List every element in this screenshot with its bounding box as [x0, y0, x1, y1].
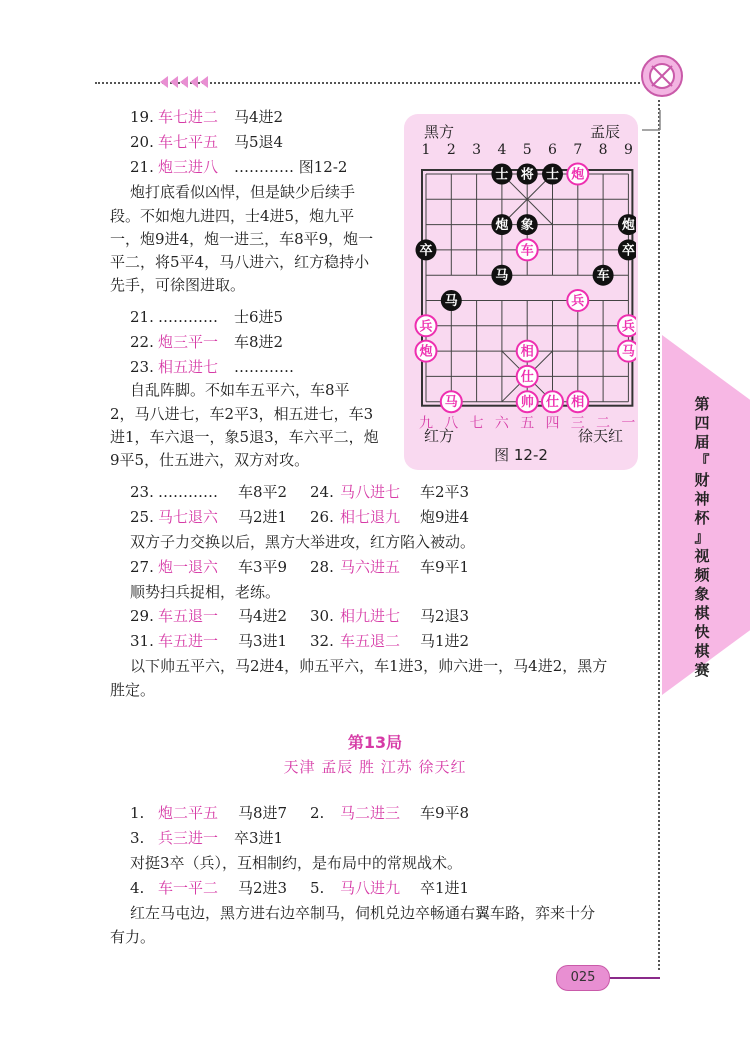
top-file-label: 8: [598, 142, 608, 158]
move-row: [130, 107, 347, 132]
top-file-label: 3: [472, 142, 482, 158]
paragraph-7-rest: 有力。: [110, 928, 156, 946]
move-number: 21.: [130, 308, 154, 326]
move-row: [130, 631, 469, 656]
red-piece: [542, 391, 563, 412]
black-move: 马1进2: [420, 632, 470, 650]
move-number: 4.: [130, 879, 145, 897]
corner-ornament-icon: [632, 52, 692, 100]
red-piece: [517, 239, 538, 260]
red-piece: [567, 391, 588, 412]
game-subtitle: 天津 孟辰 胜 江苏 徐天红: [283, 758, 467, 776]
move-number: 1.: [130, 804, 145, 822]
red-piece: [618, 341, 636, 362]
black-move: 卒3进1: [234, 829, 284, 847]
piece-label: 相: [571, 395, 585, 411]
piece-label: 炮: [621, 218, 635, 234]
red-move: 车一平二: [158, 879, 219, 897]
board-caption: 图 12-2: [494, 446, 548, 464]
black-move: 士6进5: [234, 308, 284, 326]
black-move: 车2平3: [420, 483, 470, 501]
piece-label: 相: [520, 344, 534, 360]
move-number: 20.: [130, 133, 154, 151]
red-piece: [416, 341, 437, 362]
black-piece: [517, 214, 538, 235]
move-row: [130, 357, 294, 382]
side-title-char: 财: [694, 471, 710, 489]
black-piece: [593, 265, 614, 286]
side-title: [690, 395, 714, 680]
side-title-char: 频: [694, 566, 710, 584]
red-move: 车七平五: [158, 133, 219, 151]
red-move: 炮一退六: [158, 558, 219, 576]
red-move: 马二进三: [340, 804, 401, 822]
move-number: 28.: [310, 558, 334, 576]
piece-label: 士: [495, 167, 509, 183]
side-title-char: 第: [694, 395, 710, 413]
black-piece: [542, 164, 563, 185]
piece-label: 炮: [495, 218, 509, 234]
paragraph-5: 以下帅五平六，马2进4，帅五平六，车1进3，帅六进一，马4进2，黑方: [130, 657, 608, 675]
move-number: 26.: [310, 508, 334, 526]
move-number: 23.: [130, 358, 154, 376]
side-title-char: 赛: [694, 661, 710, 679]
black-player-name: 孟辰: [590, 123, 621, 141]
top-file-label: 9: [623, 142, 633, 158]
piece-label: 卒: [419, 243, 433, 259]
piece-label: 仕: [520, 369, 534, 385]
red-move: 车五退二: [340, 632, 401, 650]
paragraph-6: 对挺3卒（兵），互相制约，是布局中的常规战术。: [130, 854, 463, 872]
side-title-char: 四: [694, 414, 710, 432]
paragraph-1: [130, 182, 355, 202]
move-number: 21.: [130, 158, 154, 176]
red-piece: [517, 366, 538, 387]
black-move: 马2退3: [420, 607, 470, 625]
paragraph-2: [130, 380, 350, 400]
top-file-label: 1: [421, 142, 431, 158]
para1-line: 一，炮9进4，炮一进三，车8平9，炮一: [110, 230, 374, 248]
red-piece: [517, 341, 538, 362]
red-move: 车七进二: [158, 108, 219, 126]
moves-block-f3: [130, 828, 283, 853]
bottom-file-label: 四: [545, 415, 560, 430]
side-title-char: 棋: [694, 604, 710, 622]
black-move: 炮9进4: [420, 508, 470, 526]
move-number: 27.: [130, 558, 154, 576]
bottom-file-label: 七: [469, 415, 484, 430]
moves-block-f: [130, 803, 469, 828]
move-number: 23.: [130, 483, 154, 501]
red-move: 车五退一: [158, 607, 219, 625]
side-title-char: 视: [694, 547, 710, 565]
paragraph-7: 红左马屯边，黑方进右边卒制马，伺机兑边卒畅通右翼车路，弈来十分: [130, 904, 596, 922]
black-move: ………… 图12-2: [234, 158, 348, 176]
piece-label: 兵: [419, 319, 433, 335]
moves-block-a: [130, 107, 347, 182]
black-move: 马2进1: [238, 508, 288, 526]
paragraph-1-rest: [110, 206, 373, 298]
red-piece: [441, 391, 462, 412]
red-move: 马八进九: [340, 879, 401, 897]
black-side-label: 黑方: [424, 123, 455, 141]
red-move: …………: [158, 308, 218, 326]
page-number: 025: [556, 965, 610, 991]
red-move: 马七退六: [158, 508, 219, 526]
moves-block-c: [130, 482, 469, 532]
bottom-file-label: 五: [520, 415, 535, 430]
black-piece: [491, 214, 512, 235]
side-title-char: 快: [694, 623, 710, 641]
red-piece: [567, 164, 588, 185]
move-row: [130, 332, 294, 357]
red-move: 兵三进一: [158, 829, 219, 847]
move-row: [130, 828, 283, 853]
bottom-file-label: 二: [596, 415, 611, 430]
move-row: [130, 507, 469, 532]
black-move: 车8平2: [238, 483, 288, 501]
para1-line: 炮打底看似凶悍，但是缺少后续手: [130, 183, 356, 201]
black-move: …………: [234, 358, 294, 376]
black-piece: [416, 239, 437, 260]
moves-block-b: [130, 307, 294, 382]
black-piece: [517, 164, 538, 185]
moves-block-e: [130, 606, 469, 656]
move-number: 5.: [310, 879, 325, 897]
para2-line: 自乱阵脚。不如车五平六，车8平: [130, 381, 350, 399]
xiangqi-board: [410, 140, 636, 430]
red-piece: [416, 315, 437, 336]
red-piece: [567, 290, 588, 311]
move-number: 19.: [130, 108, 154, 126]
header-arrows-icon: [160, 75, 210, 89]
red-move: 炮三进八: [158, 158, 219, 176]
black-piece: [618, 214, 636, 235]
red-move: 炮三平一: [158, 333, 219, 351]
piece-label: 将: [520, 167, 534, 183]
red-move: 相九进七: [340, 607, 401, 625]
para1-line: 先手，可徐图进取。: [110, 276, 246, 294]
red-move: 马八进七: [340, 483, 401, 501]
move-number: 3.: [130, 829, 145, 847]
move-number: 2.: [310, 804, 325, 822]
black-move: 车9平1: [420, 558, 470, 576]
para1-line: 平二，将5平4，马八进六，红方稳持小: [110, 253, 370, 271]
piece-label: 马: [444, 294, 458, 309]
side-title-char: 届: [694, 433, 710, 451]
black-move: 马4进2: [234, 108, 284, 126]
red-side-label: 红方: [424, 427, 455, 445]
red-move: 马六进五: [340, 558, 401, 576]
side-title-char: 神: [694, 490, 710, 508]
black-move: 车3平9: [238, 558, 288, 576]
piece-label: 兵: [621, 319, 635, 335]
move-row: [130, 132, 347, 157]
side-title-char: 』: [694, 528, 710, 546]
piece-label: 士: [545, 167, 560, 183]
black-move: 车9平8: [420, 804, 470, 822]
paragraph-5-rest: 胜定。: [110, 681, 156, 699]
bottom-file-label: 一: [621, 415, 636, 430]
red-player-name: 徐天红: [578, 427, 624, 445]
red-move: 车五进一: [158, 632, 219, 650]
black-move: 马3进1: [238, 632, 288, 650]
para1-line: 段。不如炮九进四，士4进5，炮九平: [110, 207, 355, 225]
move-number: 31.: [130, 632, 154, 650]
red-move: 炮二平五: [158, 804, 219, 822]
side-title-char: 棋: [694, 642, 710, 660]
move-number: 22.: [130, 333, 154, 351]
move-number: 29.: [130, 607, 154, 625]
black-move: 车8进2: [234, 333, 284, 351]
move-row: [130, 606, 469, 631]
red-move: …………: [158, 483, 218, 501]
black-move: 马4进2: [238, 607, 288, 625]
top-file-label: 7: [573, 142, 583, 158]
moves-block-g: [130, 878, 469, 903]
margin-dotted-line: [658, 100, 660, 970]
black-piece: [491, 265, 512, 286]
margin-corner-icon: [640, 108, 662, 132]
move-row: [130, 878, 469, 903]
footer-rule: [608, 976, 660, 980]
move-row: [130, 157, 347, 182]
bottom-file-label: 六: [494, 415, 509, 430]
move-number: 25.: [130, 508, 154, 526]
black-piece: [491, 164, 512, 185]
paragraph-3: 双方子力交换以后，黑方大举进攻，红方陷入被动。: [130, 533, 476, 551]
black-move: 马5退4: [234, 133, 284, 151]
side-title-char: 杯: [694, 509, 710, 527]
red-move: 相五进七: [158, 358, 219, 376]
piece-label: 炮: [419, 344, 433, 360]
piece-label: 马: [621, 344, 635, 360]
game-title: 第13局: [347, 733, 403, 752]
top-file-label: 5: [522, 142, 532, 158]
red-piece: [618, 315, 636, 336]
move-row: [130, 557, 469, 582]
move-row: [130, 482, 469, 507]
bottom-file-label: 九: [419, 415, 433, 430]
piece-label: 仕: [545, 395, 560, 411]
black-move: 卒1进1: [420, 879, 470, 897]
black-move: 马8进7: [238, 804, 288, 822]
black-piece: [618, 239, 636, 260]
red-piece: [517, 391, 538, 412]
move-row: [130, 307, 294, 332]
para2-line: 2，马八进七，车2平3，相五进七，车3: [110, 405, 374, 423]
move-number: 30.: [310, 607, 334, 625]
piece-label: 兵: [571, 294, 585, 309]
para2-line: 进1，车六退一，象5退3，车六平二，炮: [110, 428, 379, 446]
paragraph-2-rest: [110, 404, 379, 473]
black-piece: [441, 290, 462, 311]
bottom-file-label: 三: [570, 415, 585, 430]
bottom-file-label: 八: [444, 415, 459, 430]
piece-label: 卒: [621, 243, 635, 259]
moves-block-d: [130, 557, 469, 582]
side-title-char: 『: [694, 452, 710, 470]
side-title-char: 象: [694, 585, 710, 603]
para2-line: 9平5，仕五进六，双方对攻。: [110, 451, 310, 469]
top-file-label: 6: [548, 142, 557, 158]
piece-label: 马: [495, 268, 509, 284]
move-row: [130, 803, 469, 828]
piece-label: 炮: [571, 167, 585, 183]
black-move: 马2进3: [238, 879, 288, 897]
top-file-label: 2: [446, 142, 456, 158]
piece-label: 象: [520, 218, 534, 234]
piece-label: 帅: [520, 395, 534, 411]
top-file-label: 4: [497, 142, 507, 158]
move-number: 32.: [310, 632, 334, 650]
red-move: 相七退九: [340, 508, 401, 526]
move-number: 24.: [310, 483, 334, 501]
piece-label: 车: [520, 243, 534, 259]
piece-label: 马: [444, 395, 458, 411]
piece-label: 车: [596, 268, 610, 284]
paragraph-4: 顺势扫兵捉相，老练。: [130, 583, 281, 601]
